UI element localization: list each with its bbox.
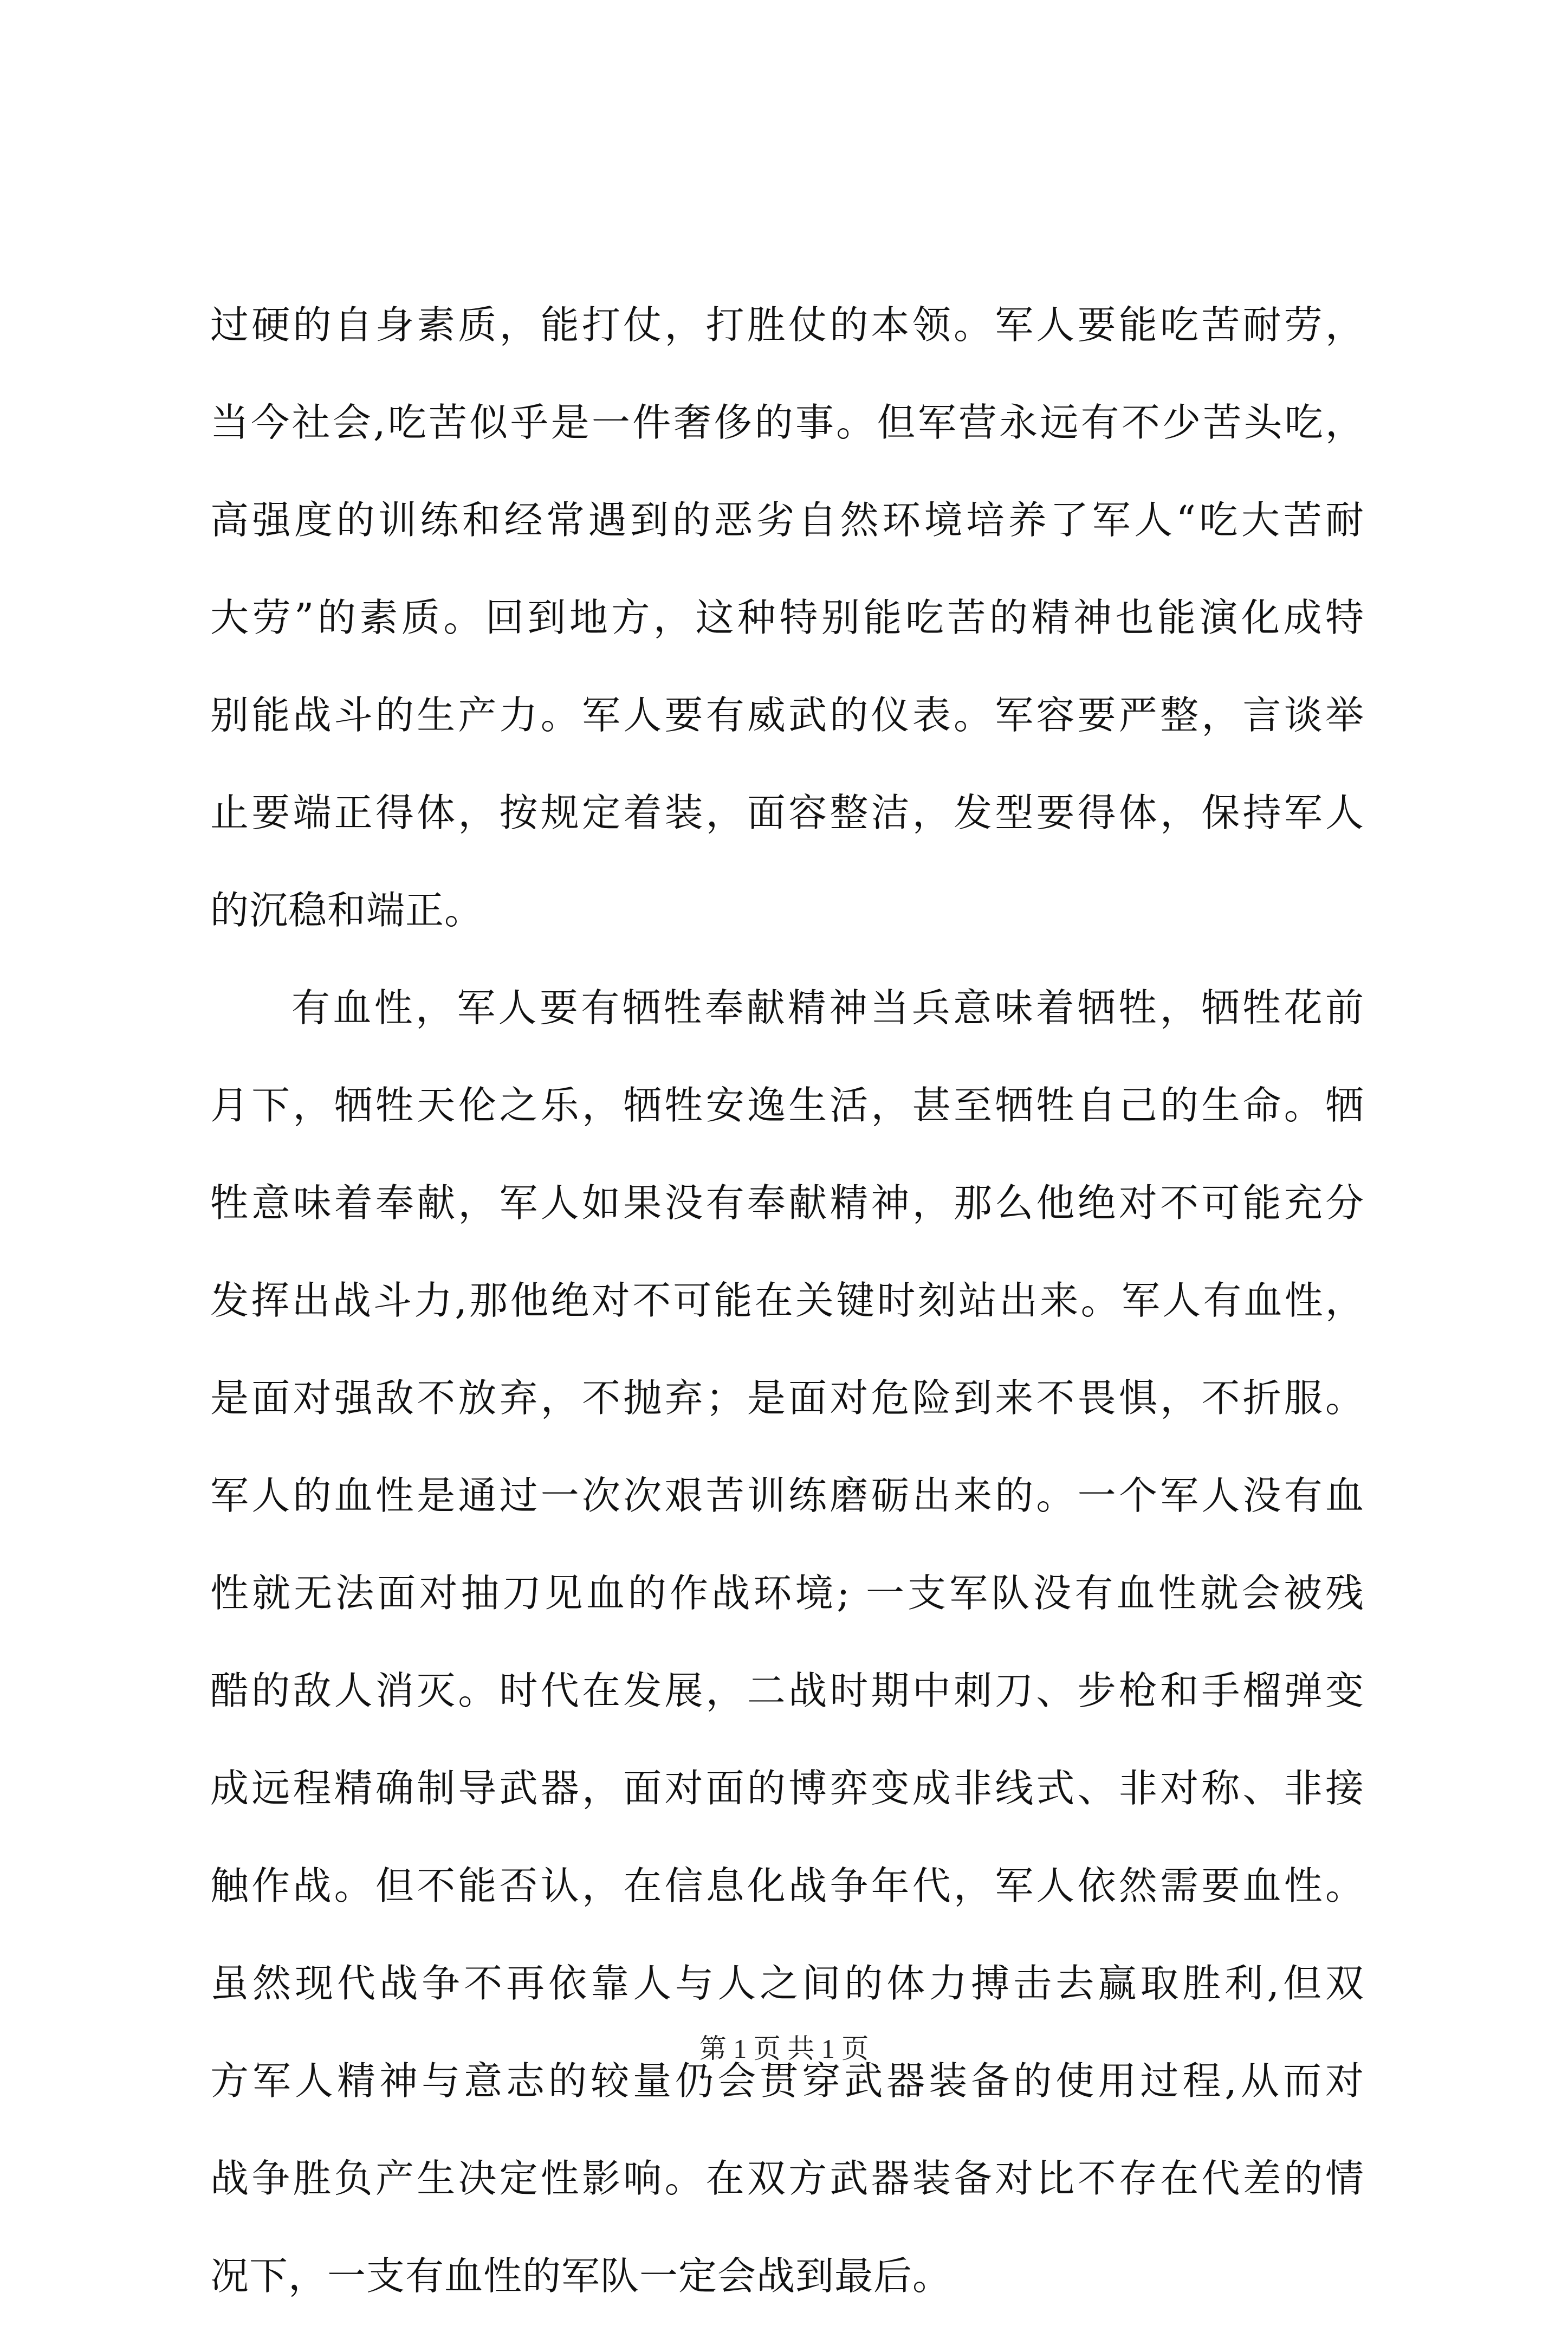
text-line: 当今社会,吃苦似乎是一件奢侈的事。但军营永远有不少苦头吃， <box>210 400 1364 445</box>
text-line: 军人的血性是通过一次次艰苦训练磨砺出来的。一个军人没有血 <box>210 1473 1364 1518</box>
text-line: 高强度的训练和经常遇到的恶劣自然环境培养了军人“吃大苦耐 <box>210 498 1364 542</box>
text-line: 牲意味着奉献，军人如果没有奉献精神，那么他绝对不可能充分 <box>210 1180 1364 1225</box>
text-line: 是面对强敌不放弃，不抛弃；是面对危险到来不畏惧，不折服。 <box>210 1375 1364 1420</box>
text-line: 有血性，军人要有牺牲奉献精神当兵意味着牺牲，牺牲花前 <box>291 985 1364 1030</box>
paragraph-2 <box>210 959 1364 2325</box>
text-line: 成远程精确制导武器，面对面的博弈变成非线式、非对称、非接 <box>210 1766 1364 1811</box>
text-line: 的沉稳和端正。 <box>210 888 484 933</box>
text-line: 过硬的自身素质，能打仗，打胜仗的本领。军人要能吃苦耐劳， <box>210 302 1364 347</box>
text-line: 大劳”的素质。回到地方，这种特别能吃苦的精神也能演化成特 <box>210 595 1364 640</box>
text-line: 方军人精神与意志的较量仍会贯穿武器装备的使用过程,从而对 <box>210 2058 1364 2103</box>
text-line: 月下，牺牲天伦之乐，牺牲安逸生活，甚至牺牲自己的生命。牺 <box>210 1083 1364 1128</box>
text-line: 发挥出战斗力,那他绝对不可能在关键时刻站出来。军人有血性， <box>210 1278 1364 1323</box>
text-line: 别能战斗的生产力。军人要有威武的仪表。军容要严整，言谈举 <box>210 693 1364 738</box>
text-line: 况下，一支有血性的军队一定会战到最后。 <box>210 2253 952 2298</box>
text-line: 止要端正得体，按规定着装，面容整洁，发型要得体，保持军人 <box>210 790 1364 835</box>
text-line: 性就无法面对抽刀见血的作战环境; 一支军队没有血性就会被残 <box>210 1571 1364 1616</box>
paragraph-1 <box>210 276 1364 959</box>
text-line: 触作战。但不能否认，在信息化战争年代，军人依然需要血性。 <box>210 1863 1364 1908</box>
page-number-footer: 第 1 页 共 1 页 <box>699 2033 869 2064</box>
text-line: 战争胜负产生决定性影响。在双方武器装备对比不存在代差的情 <box>210 2156 1364 2201</box>
text-line: 虽然现代战争不再依靠人与人之间的体力搏击去赢取胜利,但双 <box>210 1961 1364 2006</box>
text-line: 酷的敌人消灭。时代在发展，二战时期中刺刀、步枪和手榴弹变 <box>210 1668 1364 1713</box>
document-body <box>210 276 1364 2325</box>
